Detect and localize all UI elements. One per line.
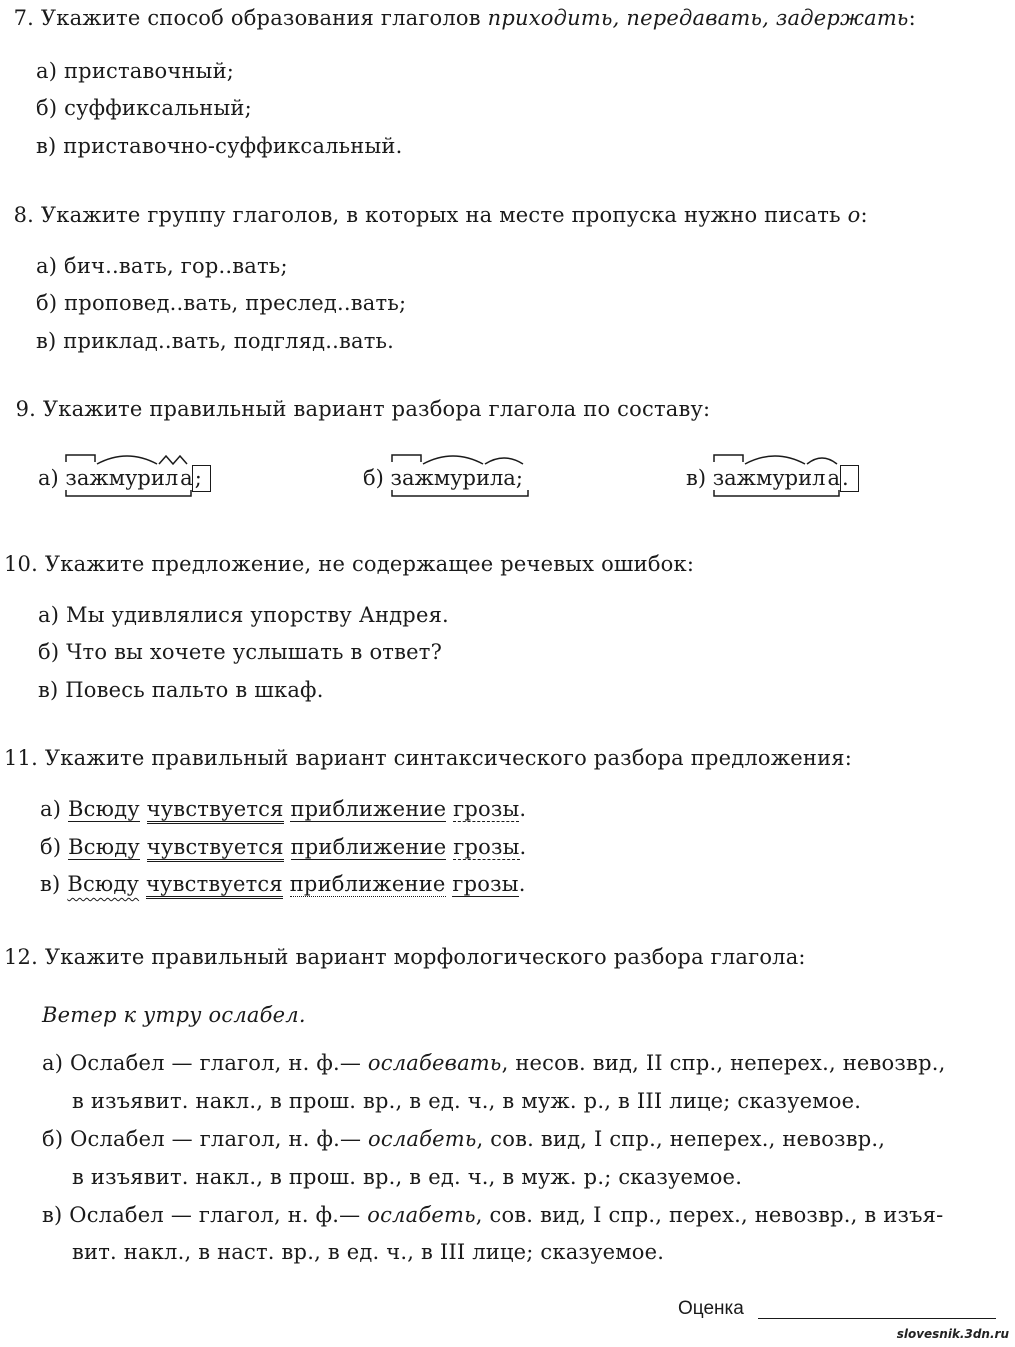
q7-text: Укажите способ образования глаголов (40, 6, 488, 30)
question-9 (0, 397, 710, 421)
q11a-word-1: Всюду (68, 797, 140, 821)
q9-number: 9. (15, 397, 36, 421)
question-10 (0, 552, 694, 576)
q12-option-b-line-2: в изъявит. накл., в прош. вр., в ед. ч., в муж. р.; сказуемое. (72, 1165, 743, 1189)
q9a-ending-box (192, 465, 211, 492)
q7-verbs: приходить, передавать, задержать (487, 6, 909, 30)
q8-option-a: а) бич..вать, гор..вать; (36, 254, 288, 278)
q9c-label: в) (686, 466, 707, 490)
q9b-stem: зажмурила (390, 466, 516, 490)
q8-option-b: б) проповед..вать, преслед..вать; (36, 291, 407, 315)
question-11 (0, 746, 852, 770)
q7-option-b: б) суффиксальный; (36, 96, 252, 120)
q10-option-b: б) Что вы хочете услышать в ответ? (38, 640, 443, 664)
q11-text: Укажите правильный вариант синтаксического разбора предложения: (44, 746, 852, 770)
q9-option-c: в) зажмурила . (686, 466, 849, 490)
q12-number: 12. (4, 945, 38, 969)
q10-option-c: в) Повесь пальто в шкаф. (38, 678, 324, 702)
q8-letter: о (847, 203, 861, 227)
q11-option-a: а) Всюду чувствуется приближение грозы. (40, 797, 526, 824)
q11-option-b: б) Всюду чувствуется приближение грозы. (40, 835, 526, 862)
question-12 (0, 945, 806, 969)
q9b-label: б) (363, 466, 384, 490)
q11b-word-2: чувствуется (147, 835, 284, 862)
q11a-word-2: чувствуется (147, 797, 284, 824)
q11-option-c: в) Всюду чувствуется приближение грозы. (40, 872, 526, 899)
q11c-word-3: приближение (289, 872, 446, 896)
q9a-label: а) (38, 466, 59, 490)
q8-number: 8. (13, 203, 34, 227)
q9b-morpheme-marks (391, 454, 551, 504)
q11c-word-1: Всюду (67, 872, 140, 896)
question-8: 8. Укажите группу глаголов, в которых на месте пропуска нужно писать о: (0, 203, 868, 227)
q9a-ending: а (180, 466, 193, 490)
q12-option-b-line-1: б) Ослабел — глагол, н. ф.— ослабеть, сов. вид, I спр., неперех., невозвр., (42, 1127, 886, 1151)
q12-option-a-line-1: а) Ослабел — глагол, н. ф.— ослабевать, несов. вид, II спр., неперех., невозвр., (42, 1051, 946, 1075)
q12-text: Укажите правильный вариант морфологического разбора глагола: (44, 945, 806, 969)
q11a-word-4: грозы (453, 797, 520, 821)
q12-sentence: Ветер к утру ослабел. (42, 1003, 306, 1027)
q11b-word-3: приближение (290, 835, 447, 859)
watermark: slovesnik.3dn.ru (896, 1327, 1009, 1341)
q12-option-a-line-2: в изъявит. накл., в прош. вр., в ед. ч., в муж. р., в III лице; сказуемое. (72, 1089, 862, 1113)
q7-option-a: а) приставочный; (36, 59, 235, 83)
q9-option-a: а) зажмурила ; (38, 466, 202, 490)
q12-option-c-line-2: вит. накл., в наст. вр., в ед. ч., в III лице; сказуемое. (72, 1240, 665, 1264)
q11b-word-1: Всюду (68, 835, 140, 859)
q9c-ending: а (827, 466, 840, 490)
q7-option-c: в) приставочно-суффиксальный. (36, 134, 403, 158)
q11-number: 11. (4, 746, 38, 770)
q11a-word-3: приближение (290, 797, 447, 821)
q9-option-b: б) зажмурила ; (363, 466, 523, 490)
q12-option-c-line-1: в) Ослабел — глагол, н. ф.— ослабеть, сов. вид, I спр., перех., невозвр., в изъя- (42, 1203, 944, 1227)
q9c-stem: зажмурил (712, 466, 826, 490)
question-7: 7. Укажите способ образования глаголов приходить, передавать, задержать: (0, 6, 916, 30)
grade-label: Оценка (678, 1298, 744, 1319)
q11b-word-4: грозы (453, 835, 520, 859)
q9c-ending-box (840, 465, 859, 492)
q11c-word-4: грозы (452, 872, 519, 896)
q10-number: 10. (4, 552, 38, 576)
q7-number: 7. (13, 6, 34, 30)
q10-text: Укажите предложение, не содержащее речевых ошибок: (44, 552, 695, 576)
q11c-word-2: чувствуется (146, 872, 283, 899)
q10-option-a: а) Мы удивлялися упорству Андрея. (38, 603, 449, 627)
q9a-stem: зажмурил (65, 466, 179, 490)
q8-option-c: в) приклад..вать, подгляд..вать. (36, 329, 395, 353)
q9-text: Укажите правильный вариант разбора глагола по составу: (42, 397, 711, 421)
q8-text: Укажите группу глаголов, в которых на месте пропуска нужно писать (40, 203, 848, 227)
grade-field[interactable] (758, 1318, 996, 1319)
